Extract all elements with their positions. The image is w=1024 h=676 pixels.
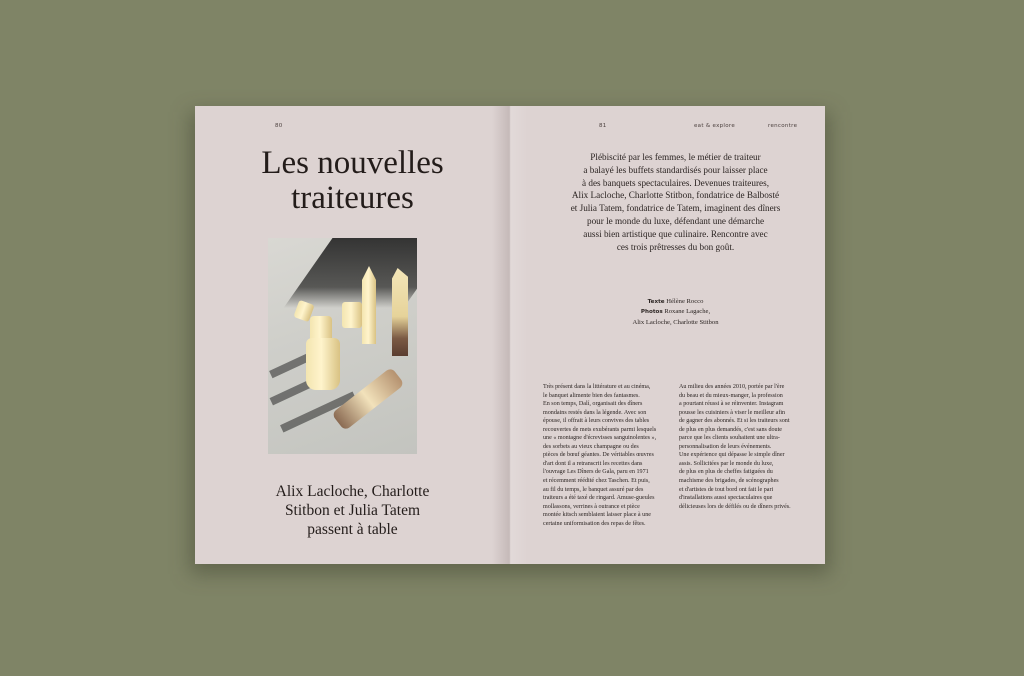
body-line: Une expérience qui dépasse le simple dîner [679, 452, 785, 459]
body-line: machisme des brigades, de scénographes [679, 478, 779, 485]
body-line: parce que les clients souhaitent une ultra- [679, 435, 780, 442]
article-subtitle [195, 482, 510, 539]
page-number-right: 81 [599, 123, 607, 129]
body-line: et récemment réédité chez Taschen. Et puis, [543, 478, 650, 485]
subtitle-line: Stitbon et Julia Tatem [284, 502, 421, 519]
body-line: traiteurs a été taxé de ringard. Amuse-gueules [543, 495, 655, 502]
body-line: assis. Sollicitées par le monde du luxe, [679, 460, 774, 467]
body-column-2 [679, 383, 809, 511]
credit-text-label: Texte [647, 299, 665, 305]
crystal-shape [392, 268, 408, 356]
credit-photos-label: Photos [640, 309, 663, 316]
intro-line: à des banquets spectaculaires. Devenues traiteures, [582, 177, 769, 188]
body-line: et d'artistes de tout bord ont fait le pari [679, 486, 774, 493]
body-line: du beau et du mieux-manger, la profession [679, 392, 783, 399]
body-column-1 [543, 383, 673, 528]
title-line: Les nouvelles [261, 145, 444, 181]
body-line: d'installations aussi spectaculaires que [679, 495, 773, 502]
crystals-photo [268, 238, 417, 454]
body-line: le banquet alimente bien des fantasmes. [543, 392, 640, 399]
body-line: recouvertes de mets exubérants parmi lesquels [543, 426, 657, 433]
article-title [195, 146, 510, 216]
intro-line: Alix Lacloche, Charlotte Stitbon, fondatrice de Balbosté [571, 190, 780, 201]
body-line: montée kitsch semblaient laisser place à une [543, 512, 651, 519]
rubric-label: rencontre [768, 123, 798, 129]
body-line: de plus en plus demandés, c'est sans doute [679, 426, 782, 433]
title-line: traiteures [291, 180, 414, 216]
intro-line: Plébiscité par les femmes, le métier de traiteur [590, 152, 761, 162]
body-line: pousse les cuisiniers à viser le meilleur afin [679, 409, 786, 416]
body-line: une « montagne d'écrevisses sanguinolentes », [543, 435, 657, 442]
intro-paragraph [518, 151, 833, 253]
intro-line: et Julia Tatem, fondatrice de Tatem, imaginent des dîners [570, 203, 781, 214]
body-line: Au milieu des années 2010, portée par l'ère [679, 384, 785, 390]
body-line: de plus en plus de cheffes fatiguées du [679, 469, 773, 476]
credit-photos-line [518, 307, 833, 317]
crystal-shape [306, 338, 340, 390]
body-line: pièces de bœuf géantes. De véritables œuvres [543, 452, 654, 459]
body-line: l'ouvrage Les Dîners de Gala, paru en 1971 [543, 469, 649, 476]
body-line: En son temps, Dalí, organisait des dîners [543, 401, 643, 408]
body-line: certaine uniformisation des repas de fêtes. [543, 520, 646, 527]
body-line: Très présent dans la littérature et au cinéma, [543, 384, 651, 390]
intro-line: a balayé les buffets standardisés pour laisser place [583, 164, 768, 175]
body-line: des sorbets au vieux champagne ou des [543, 443, 639, 450]
body-line: a pourtant réussi à se réinventer. Instagram [679, 401, 784, 408]
body-line: de gagner des abonnés. Et si les traiteurs sont [679, 418, 790, 425]
intro-line: aussi bien artistique que culinaire. Rencontre avec [583, 228, 768, 239]
body-line: mollassons, verrines à outrance et pièce [543, 503, 640, 510]
body-line: au fil du temps, le banquet assuré par des [543, 486, 644, 493]
credit-photos-name: Roxane Lagache, [664, 308, 711, 316]
body-line: délicieuses lors de défilés ou de dîners privés. [679, 503, 791, 510]
intro-line: ces trois prêtresses du bon goût. [616, 241, 735, 252]
body-line: épouse, il offrait à leurs convives des tables [543, 418, 650, 425]
section-label: eat & explore [694, 123, 736, 129]
body-line: d'art dont il a retranscrit les recettes dans [543, 460, 643, 467]
crystal-shape [342, 302, 362, 328]
intro-line: pour le monde du luxe, défendant une démarche [586, 215, 765, 226]
credit-text-line [518, 297, 833, 307]
body-line: mondains restés dans la légende. Avec son [543, 409, 647, 416]
subtitle-line: Alix Lacloche, Charlotte [275, 483, 430, 500]
subtitle-line: passent à table [307, 521, 398, 538]
page-number-left: 80 [275, 123, 283, 129]
credit-text-name: Hélène Rocco [666, 298, 704, 305]
crystal-shape [362, 266, 376, 344]
body-line: personnalisation de leurs événements. [679, 443, 772, 450]
credit-photos-line-2: Alix Lacloche, Charlotte Stitbon [632, 318, 719, 326]
credits-block [518, 297, 833, 327]
